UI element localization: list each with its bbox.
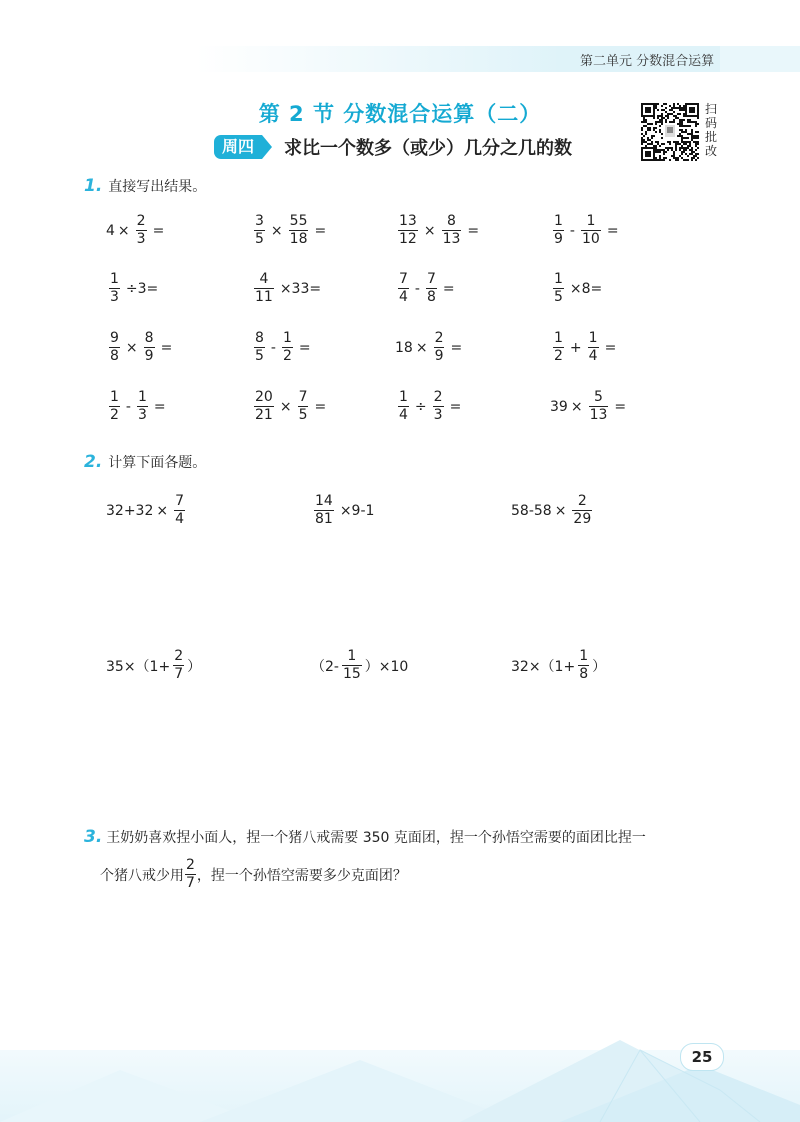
fraction-denominator: 13 [589, 407, 608, 423]
fraction-denominator: 9 [554, 231, 563, 247]
fraction-denominator: 5 [298, 407, 308, 423]
fraction [426, 272, 437, 305]
fraction [588, 331, 599, 364]
operator: = [160, 339, 173, 356]
fraction-denominator: 18 [289, 231, 308, 247]
expression [395, 390, 464, 423]
fraction-numerator: 8 [255, 330, 264, 346]
operator: × [423, 222, 436, 239]
q1-header [84, 176, 206, 196]
fraction-numerator: 13 [399, 213, 417, 229]
fraction-numerator: 1 [554, 271, 563, 287]
fraction-numerator: 2 [136, 213, 146, 229]
fraction-denominator: 5 [554, 289, 563, 305]
expression [511, 494, 595, 527]
fraction-numerator: 2 [186, 857, 195, 873]
fraction [553, 331, 564, 364]
fraction-denominator: 4 [399, 407, 408, 423]
qr-label-char: 码 [704, 116, 717, 130]
fraction [173, 649, 184, 682]
fraction-denominator: 9 [144, 348, 154, 364]
operator: = [450, 339, 463, 356]
fraction-denominator: 8 [426, 289, 436, 305]
fraction [144, 331, 155, 364]
fraction [282, 331, 293, 364]
operator: ×8= [569, 280, 603, 297]
fraction-numerator: 7 [399, 271, 408, 287]
fraction-numerator: 1 [137, 389, 147, 405]
expression [550, 331, 619, 364]
fraction-numerator: 55 [289, 213, 308, 229]
qr-label-char: 扫 [704, 102, 717, 116]
number: 18 [395, 339, 413, 356]
expression [106, 331, 175, 364]
fraction [581, 214, 601, 247]
q3-fraction [185, 858, 196, 891]
operator: = [614, 398, 627, 415]
fraction-denominator: 15 [342, 666, 361, 682]
fraction [572, 494, 592, 527]
expression [106, 272, 161, 305]
fraction-numerator: 2 [434, 330, 444, 346]
day-badge: 周四 [214, 135, 262, 159]
operator: = [314, 222, 327, 239]
fraction-numerator: 1 [399, 389, 408, 405]
number: ）×10 [364, 658, 409, 675]
fraction [289, 214, 309, 247]
operator: × [270, 222, 283, 239]
fraction-numerator: 14 [315, 493, 333, 509]
fraction-numerator: 5 [594, 389, 603, 405]
unit-label: 第二单元 分数混合运算 [580, 54, 715, 69]
number: （2- [311, 658, 339, 675]
operator: × [156, 502, 169, 519]
expression [106, 214, 167, 247]
fraction-numerator: 1 [282, 330, 292, 346]
fraction-denominator: 3 [433, 407, 443, 423]
fraction-denominator: 8 [579, 666, 589, 682]
expression [251, 214, 329, 247]
operator: = [442, 280, 455, 297]
fraction [109, 331, 120, 364]
fraction [589, 390, 609, 423]
fraction [254, 214, 265, 247]
fraction-denominator: 4 [175, 511, 185, 527]
fraction [398, 272, 409, 305]
fraction [109, 272, 120, 305]
q3-line2 [100, 858, 407, 891]
expression [251, 331, 314, 364]
number: 32×（1+ [511, 658, 576, 675]
operator: ÷3= [125, 280, 159, 297]
q2-header [84, 452, 206, 472]
operator: = [153, 398, 166, 415]
footer-decoration [0, 1010, 800, 1122]
q1-instruction: 直接写出结果。 [108, 179, 207, 195]
operator: = [298, 339, 311, 356]
fraction [254, 331, 265, 364]
fraction-numerator: 8 [447, 213, 456, 229]
fraction [137, 390, 148, 423]
fraction [136, 214, 147, 247]
qr-label-char: 批 [704, 130, 717, 144]
number: ） [592, 658, 607, 675]
operator: = [606, 222, 619, 239]
fraction-denominator: 2 [110, 407, 119, 423]
fraction-numerator: 1 [110, 389, 119, 405]
fraction-denominator: 81 [315, 511, 333, 527]
fraction-numerator: 1 [579, 648, 589, 664]
fraction-denominator: 7 [174, 666, 184, 682]
operator: - [125, 398, 131, 415]
expression [395, 272, 458, 305]
q3-line1: 王奶奶喜欢捏小面人，捏一个猪八戒需要 350 克面团，捏一个孙悟空需要的面团比捏一 [106, 830, 646, 846]
expression [311, 494, 377, 527]
fraction-numerator: 2 [577, 493, 587, 509]
operator: ×9-1 [339, 502, 375, 519]
fraction [109, 390, 120, 423]
operator: × [570, 398, 583, 415]
fraction-denominator: 13 [442, 231, 461, 247]
lesson-title: 求比一个数多（或少）几分之几的数 [284, 138, 573, 159]
fraction-numerator: 4 [259, 271, 269, 287]
q1-number: 1. [84, 176, 103, 196]
expression [251, 272, 324, 305]
fraction [174, 494, 185, 527]
fraction-numerator: 1 [586, 213, 596, 229]
number: 58-58 [511, 502, 552, 519]
operator: + [569, 339, 582, 356]
operator: = [467, 222, 480, 239]
subtitle-row [214, 134, 572, 160]
expression [511, 649, 606, 682]
operator: ÷ [414, 398, 427, 415]
fraction-numerator: 2 [174, 648, 184, 664]
fraction-numerator: 1 [110, 271, 119, 287]
fraction-denominator: 2 [554, 348, 563, 364]
fraction-numerator: 3 [255, 213, 264, 229]
fraction-numerator: 8 [144, 330, 154, 346]
fraction [314, 494, 334, 527]
number: 32+32 [106, 502, 154, 519]
fraction [434, 331, 445, 364]
fraction-denominator: 21 [255, 407, 273, 423]
operator: × [415, 339, 428, 356]
expression [550, 390, 629, 423]
q2-number: 2. [84, 452, 103, 472]
fraction [254, 390, 274, 423]
expression [550, 272, 605, 305]
operator: - [414, 280, 420, 297]
fraction-denominator: 5 [255, 231, 264, 247]
fraction-numerator: 7 [175, 493, 185, 509]
fraction-denominator: 9 [434, 348, 444, 364]
fraction-denominator: 2 [282, 348, 292, 364]
fraction [398, 390, 409, 423]
fraction-numerator: 1 [588, 330, 598, 346]
fraction [298, 390, 309, 423]
fraction-numerator: 20 [255, 389, 273, 405]
number: 39 [550, 398, 568, 415]
fraction-denominator: 12 [399, 231, 417, 247]
number: 35×（1+ [106, 658, 171, 675]
operator: = [604, 339, 617, 356]
expression [106, 494, 188, 527]
operator: × [554, 502, 567, 519]
fraction-denominator: 10 [581, 231, 600, 247]
fraction-denominator: 8 [110, 348, 119, 364]
number: ） [187, 658, 202, 675]
qr-code-icon[interactable] [641, 103, 699, 161]
operator: - [270, 339, 276, 356]
operator: × [125, 339, 138, 356]
operator: - [569, 222, 575, 239]
q3-text [84, 826, 734, 849]
fraction [254, 272, 274, 305]
expression [106, 649, 201, 682]
qr-label-char: 改 [704, 144, 717, 158]
fraction-numerator: 1 [554, 330, 563, 346]
fraction-denominator: 3 [136, 231, 146, 247]
expression [311, 649, 408, 682]
fraction-denominator: 3 [137, 407, 147, 423]
fraction-numerator: 2 [433, 389, 443, 405]
fraction-denominator: 4 [588, 348, 598, 364]
fraction-denominator: 3 [110, 289, 119, 305]
q3-number: 3. [84, 827, 103, 847]
number: 4 [106, 222, 115, 239]
section-title: 第 2 节 分数混合运算（二） [258, 102, 542, 126]
qr-label [704, 102, 718, 158]
fraction-numerator: 9 [110, 330, 119, 346]
q2-instruction: 计算下面各题。 [108, 455, 207, 471]
fraction [553, 214, 564, 247]
fraction-denominator: 29 [573, 511, 592, 527]
operator: ×33= [279, 280, 322, 297]
fraction [553, 272, 564, 305]
fraction-numerator: 1 [347, 648, 357, 664]
expression [395, 214, 482, 247]
page-number: 25 [680, 1043, 724, 1071]
q3-line2-before: 个猪八戒少用 [100, 867, 184, 884]
fraction-denominator: 7 [186, 875, 195, 891]
fraction-denominator: 11 [255, 289, 273, 305]
fraction-denominator: 4 [399, 289, 408, 305]
fraction [433, 390, 444, 423]
fraction-denominator: 5 [255, 348, 264, 364]
operator: = [314, 398, 327, 415]
fraction [578, 649, 589, 682]
operator: = [449, 398, 462, 415]
fraction-numerator: 1 [554, 213, 563, 229]
fraction [442, 214, 462, 247]
operator: × [279, 398, 292, 415]
fraction-numerator: 7 [426, 271, 436, 287]
expression [550, 214, 622, 247]
fraction [342, 649, 362, 682]
expression [106, 390, 169, 423]
q3-line2-after: ，捏一个孙悟空需要多少克面团？ [196, 867, 407, 884]
expression [251, 390, 329, 423]
operator: = [152, 222, 165, 239]
operator: × [117, 222, 130, 239]
expression [395, 331, 465, 364]
fraction-numerator: 7 [298, 389, 308, 405]
fraction [398, 214, 418, 247]
